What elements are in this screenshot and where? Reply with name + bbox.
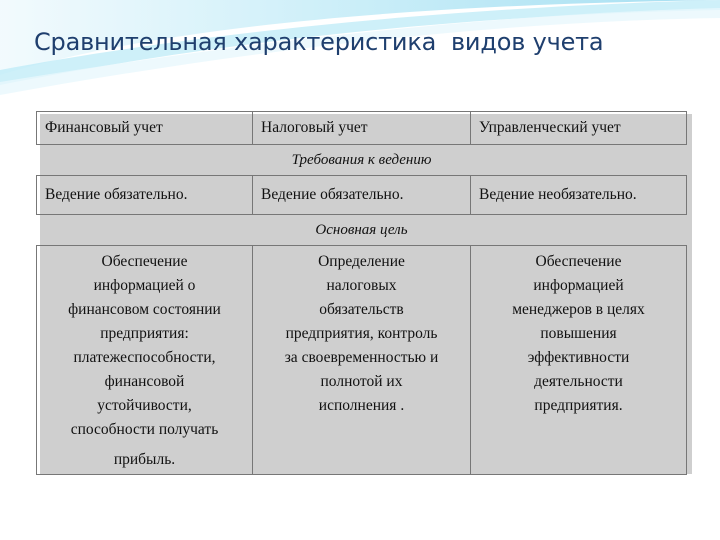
- requirements-heading: Требования к ведению: [37, 145, 687, 176]
- goal-financial: [37, 246, 253, 475]
- header-management: Управленческий учет: [471, 112, 687, 145]
- goal-line: менеджеров в целях: [512, 301, 645, 318]
- goal-line: деятельности: [534, 373, 623, 390]
- goal-line: устойчивости,: [97, 397, 192, 414]
- table-header-row: [37, 112, 687, 145]
- goal-line: Определение: [318, 253, 405, 270]
- goal-line: способности получать: [70, 421, 219, 438]
- goal-line: Обеспечение: [101, 253, 188, 270]
- goal-line: эффективности: [527, 349, 630, 366]
- requirement-financial: Ведение обязательно.: [37, 176, 253, 215]
- goal-line: информацией о: [93, 277, 196, 294]
- goal-line: полнотой их: [320, 373, 403, 390]
- requirement-tax: Ведение обязательно.: [253, 176, 471, 215]
- goal-line: информацией: [533, 277, 624, 294]
- goal-tax: [253, 246, 471, 475]
- header-financial: Финансовый учет: [37, 112, 253, 145]
- goal-management: [471, 246, 687, 475]
- goal-line: за своевременностью и: [284, 349, 439, 366]
- goal-heading-row: [37, 215, 687, 246]
- goal-line: налоговых: [326, 277, 397, 294]
- slide-title: Сравнительная характеристика видов учета: [34, 28, 604, 56]
- goal-row: [37, 246, 687, 475]
- requirements-heading-row: [37, 145, 687, 176]
- goal-line: исполнения .: [318, 397, 405, 414]
- header-tax: Налоговый учет: [253, 112, 471, 145]
- goal-line: предприятия, контроль: [285, 325, 438, 342]
- goal-line: обязательств: [319, 301, 404, 318]
- goal-line: предприятия:: [100, 325, 189, 342]
- goal-line: предприятия.: [534, 397, 623, 414]
- goal-line: Обеспечение: [535, 253, 622, 270]
- goal-line: повышения: [540, 325, 617, 342]
- comparison-table: [36, 111, 687, 475]
- goal-line: финансовом состоянии: [68, 301, 221, 318]
- goal-line: финансовой: [104, 373, 185, 390]
- goal-heading: Основная цель: [37, 215, 687, 246]
- requirements-row: [37, 176, 687, 215]
- requirement-management: Ведение необязательно.: [471, 176, 687, 215]
- goal-line: прибыль.: [113, 451, 176, 468]
- goal-line: платежеспособности,: [73, 349, 216, 366]
